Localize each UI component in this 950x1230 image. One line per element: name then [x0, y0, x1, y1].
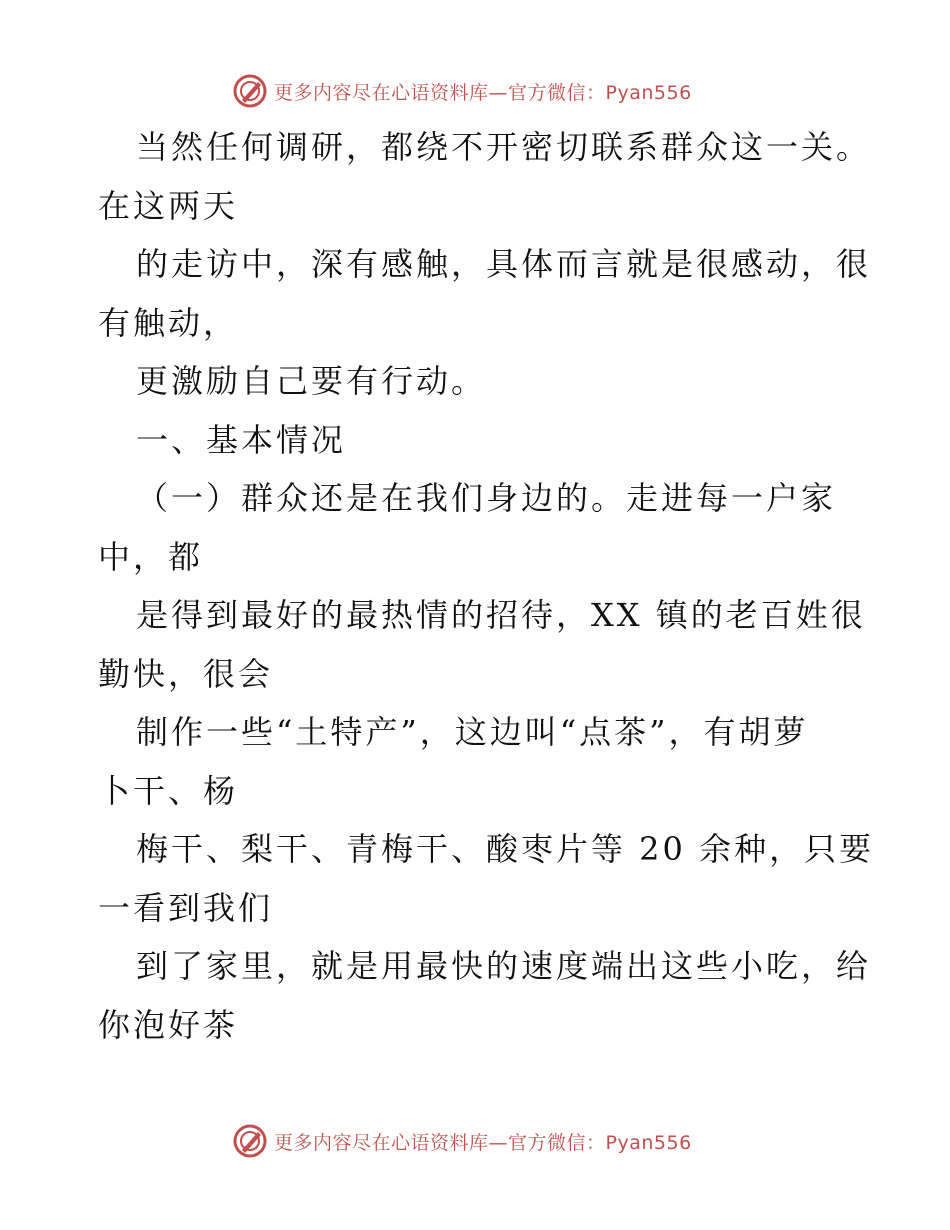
pen-logo-icon: [232, 73, 268, 109]
body-line: 当然任何调研，都绕不开密切联系群众这一关。: [136, 128, 872, 166]
body-line: 的走访中，深有感触，具体而言就是很感动，很: [136, 245, 872, 283]
pen-logo-icon: [232, 1123, 268, 1159]
body-line: 有触动，: [98, 303, 239, 342]
section-heading: 一、基本情况: [136, 420, 347, 459]
body-line: 梅干、梨干、青梅干、酸枣片等 20 余种，只要: [136, 830, 875, 868]
body-line: 制作一些“土特产”，这边叫“点茶”，有胡萝: [136, 713, 809, 751]
header-watermark-text: 更多内容尽在心语资料库—官方微信：Pyan556: [274, 81, 692, 104]
body-line: 你泡好茶: [98, 1005, 239, 1044]
body-line: 到了家里，就是用最快的速度端出这些小吃，给: [136, 947, 872, 985]
body-line: 更激励自己要有行动。: [136, 362, 487, 400]
body-line: （一）群众还是在我们身边的。走进每一户家: [136, 479, 837, 517]
body-line: 在这两天: [98, 186, 239, 225]
body-line: 是得到最好的最热情的招待，XX 镇的老百姓很: [136, 596, 866, 634]
footer-watermark-banner: [232, 1122, 752, 1160]
body-line: 卜干、杨: [98, 771, 239, 810]
footer-watermark-text: 更多内容尽在心语资料库—官方微信：Pyan556: [274, 1131, 692, 1154]
body-line: 中，都: [98, 537, 204, 576]
body-line: 勤快，很会: [98, 654, 274, 693]
header-watermark-banner: [232, 72, 752, 110]
body-line: 一看到我们: [98, 888, 274, 927]
document-body: [98, 118, 875, 1054]
